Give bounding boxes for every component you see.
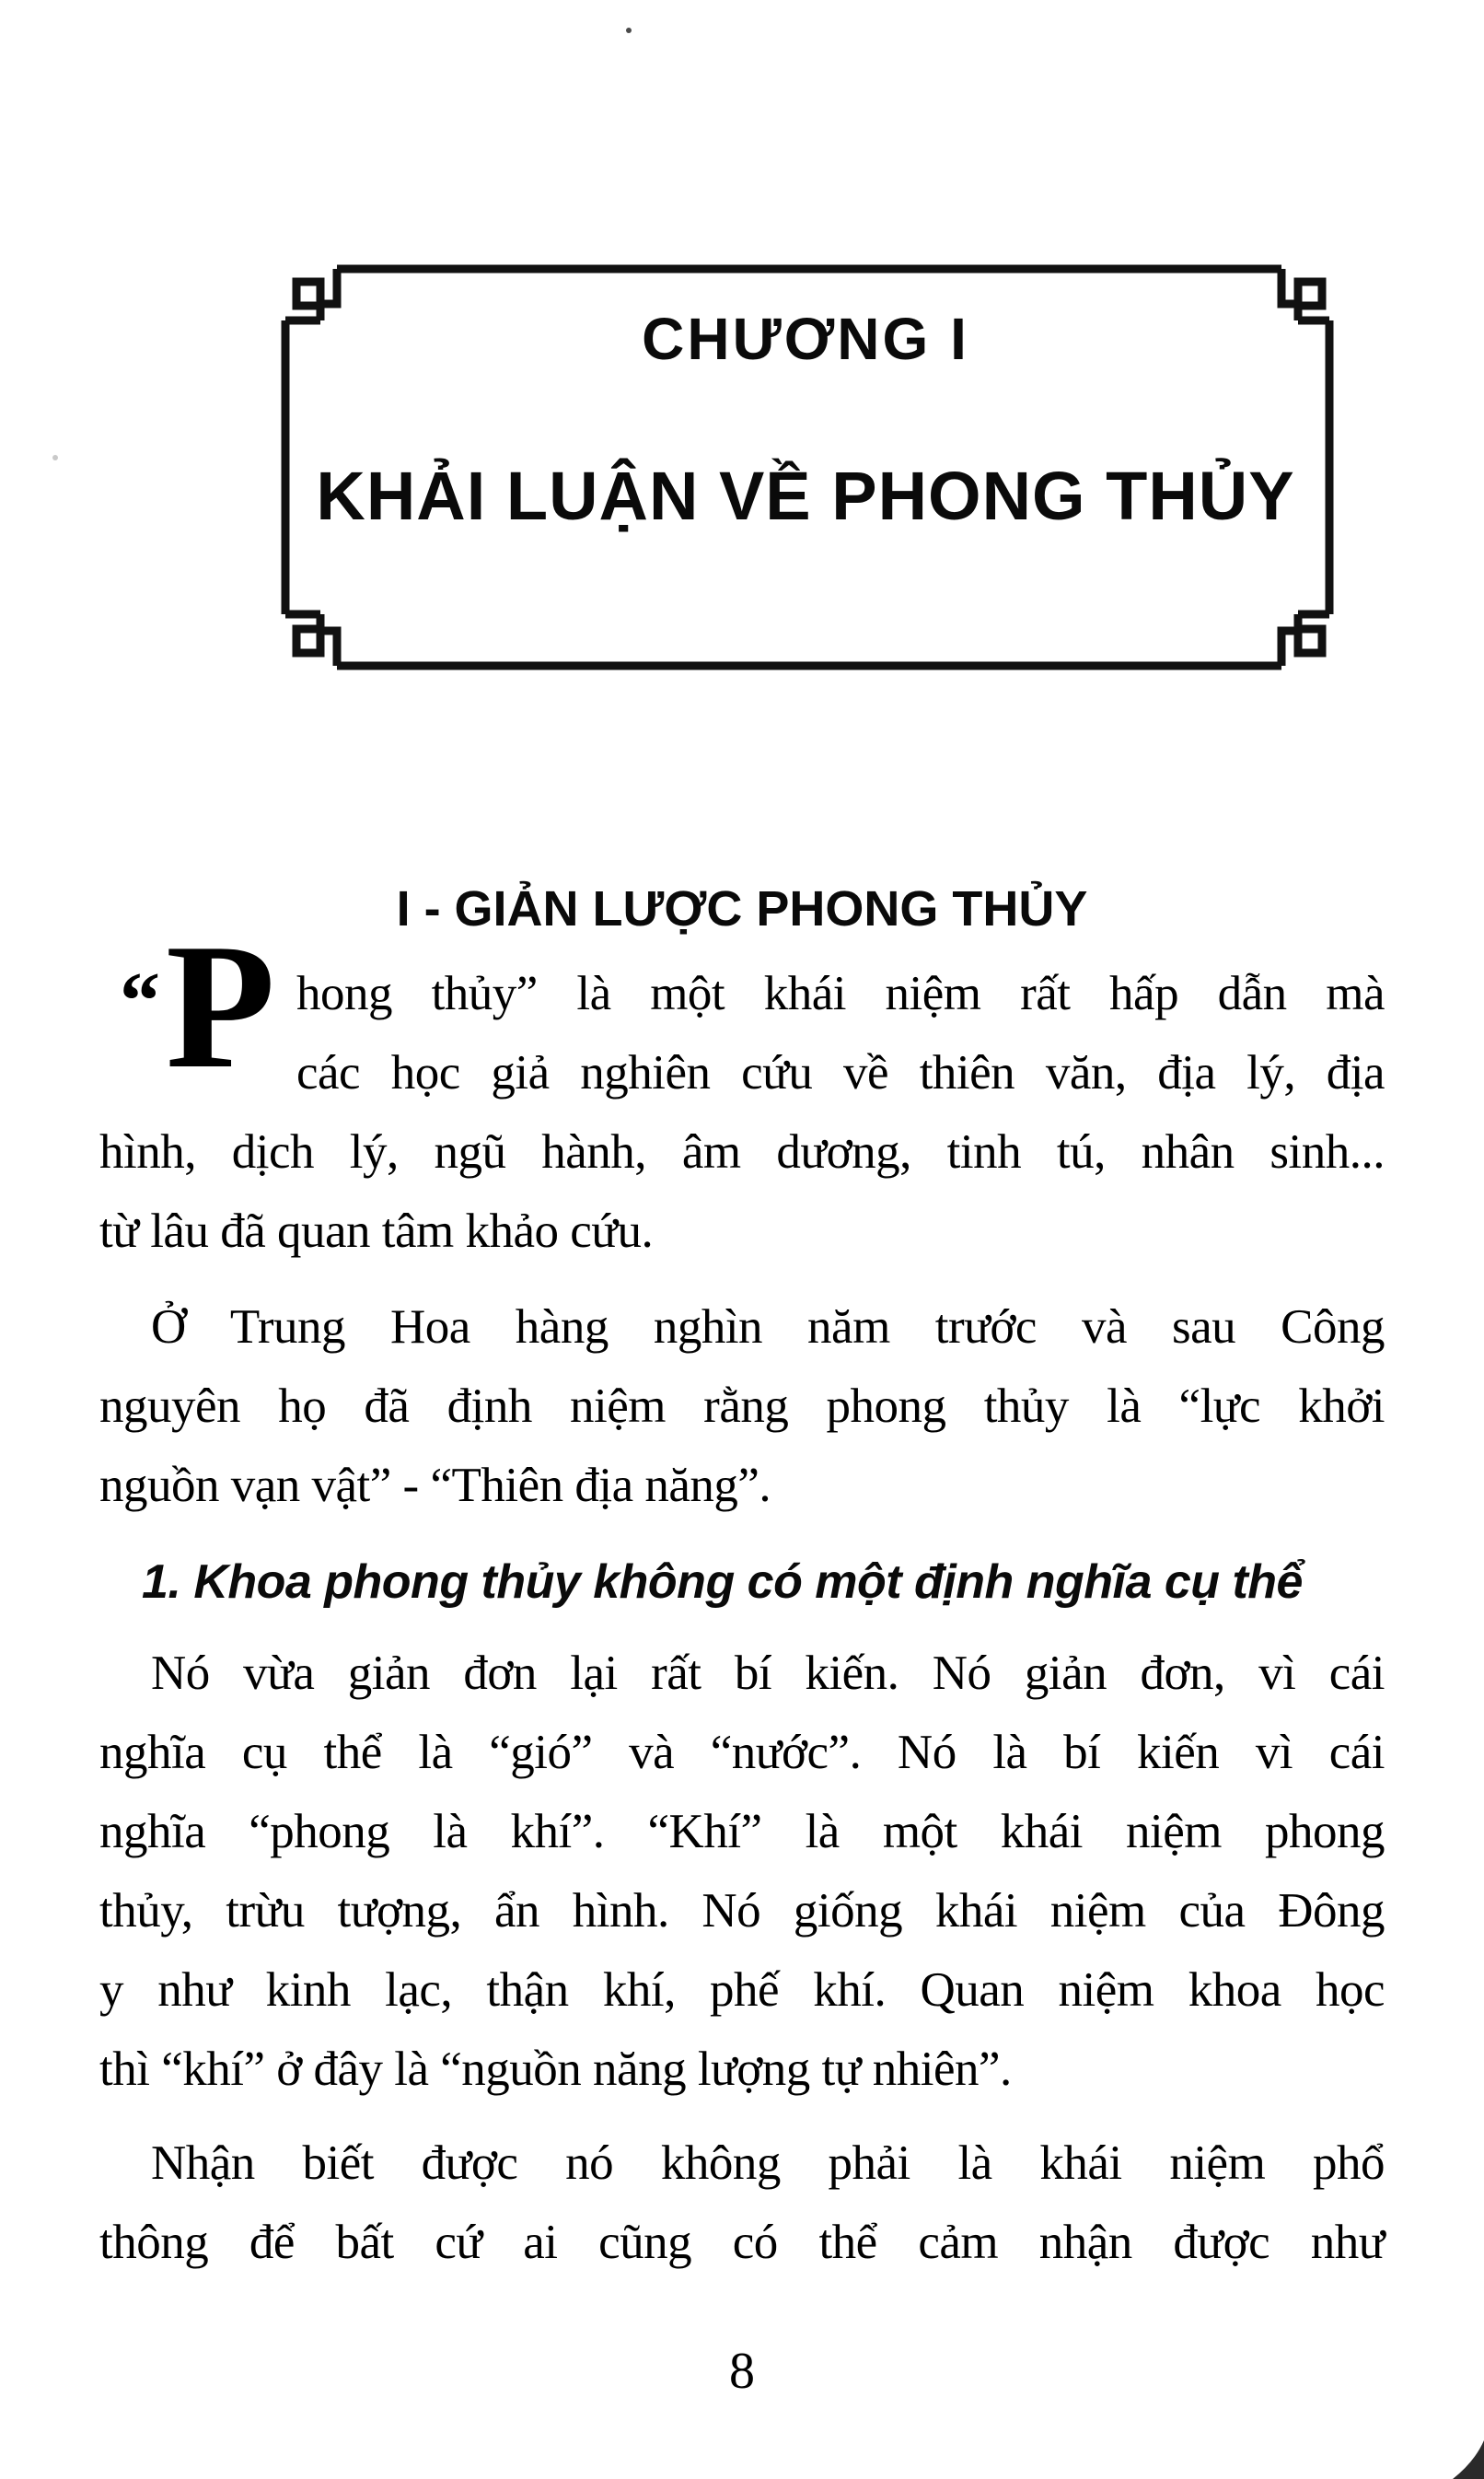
scan-artifact-dot-top <box>626 28 632 33</box>
text-line: nguyên họ đã định niệm rằng phong thủy là “lực khởi <box>99 1379 1385 1433</box>
text-line: thì “khí” ở đây là “nguồn năng lượng tự nhiên”. <box>99 2043 1012 2096</box>
text-line: nghĩa cụ thể là “gió” và “nước”. Nó là bí kiến vì cái <box>99 1726 1385 1779</box>
text-line: nghĩa “phong là khí”. “Khí” là một khái niệm phong <box>99 1805 1385 1858</box>
scan-artifact-dot-left <box>52 455 58 460</box>
chapter-kicker: CHƯƠNG I <box>642 306 969 372</box>
page-number: 8 <box>729 2343 755 2400</box>
text-line: Nó vừa giản đơn lại rất bí kiến. Nó giản đơn, vì cái <box>151 1647 1385 1700</box>
section-heading: I - GIẢN LƯỢC PHONG THỦY <box>396 881 1088 937</box>
text-line: nguồn vạn vật” - “Thiên địa năng”. <box>99 1459 771 1512</box>
text-line: từ lâu đã quan tâm khảo cứu. <box>99 1205 654 1258</box>
scan-artifact-corner-smudge <box>1453 2440 1484 2479</box>
text-line: hong thủy” là một khái niệm rất hấp dẫn mà <box>296 967 1385 1020</box>
text-line: thông để bất cứ ai cũng có thể cảm nhận được như <box>99 2216 1385 2269</box>
drop-cap-open-quote: “ <box>120 957 160 1046</box>
sub-heading: 1. Khoa phong thủy không có một định nghĩa cụ thể <box>142 1555 1303 1609</box>
text-line: thủy, trừu tượng, ẩn hình. Nó giống khái niệm của Đông <box>99 1884 1385 1938</box>
frame-corner-square-tr <box>1298 282 1322 306</box>
drop-cap-letter: P <box>166 907 275 1106</box>
text-line: y như kinh lạc, thận khí, phế khí. Quan niệm khoa học <box>99 1963 1385 2017</box>
paragraph-2 <box>99 1287 1385 1525</box>
text-line: các học giả nghiên cứu về thiên văn, địa lý, địa <box>296 1046 1385 1100</box>
frame-corner-square-tl <box>296 282 320 306</box>
text-line: hình, dịch lý, ngũ hành, âm dương, tinh tú, nhân sinh... <box>99 1125 1385 1179</box>
text-line: Nhận biết được nó không phải là khái niệm phổ <box>151 2136 1385 2190</box>
paragraph-3 <box>99 1634 1385 2109</box>
frame-corner-square-br <box>1298 629 1322 653</box>
chapter-title: KHẢI LUẬN VỀ PHONG THỦY <box>316 458 1295 534</box>
text-line: Ở Trung Hoa hàng nghìn năm trước và sau Công <box>151 1300 1385 1354</box>
paragraph-4 <box>99 2124 1385 2282</box>
frame-corner-square-bl <box>296 629 320 653</box>
